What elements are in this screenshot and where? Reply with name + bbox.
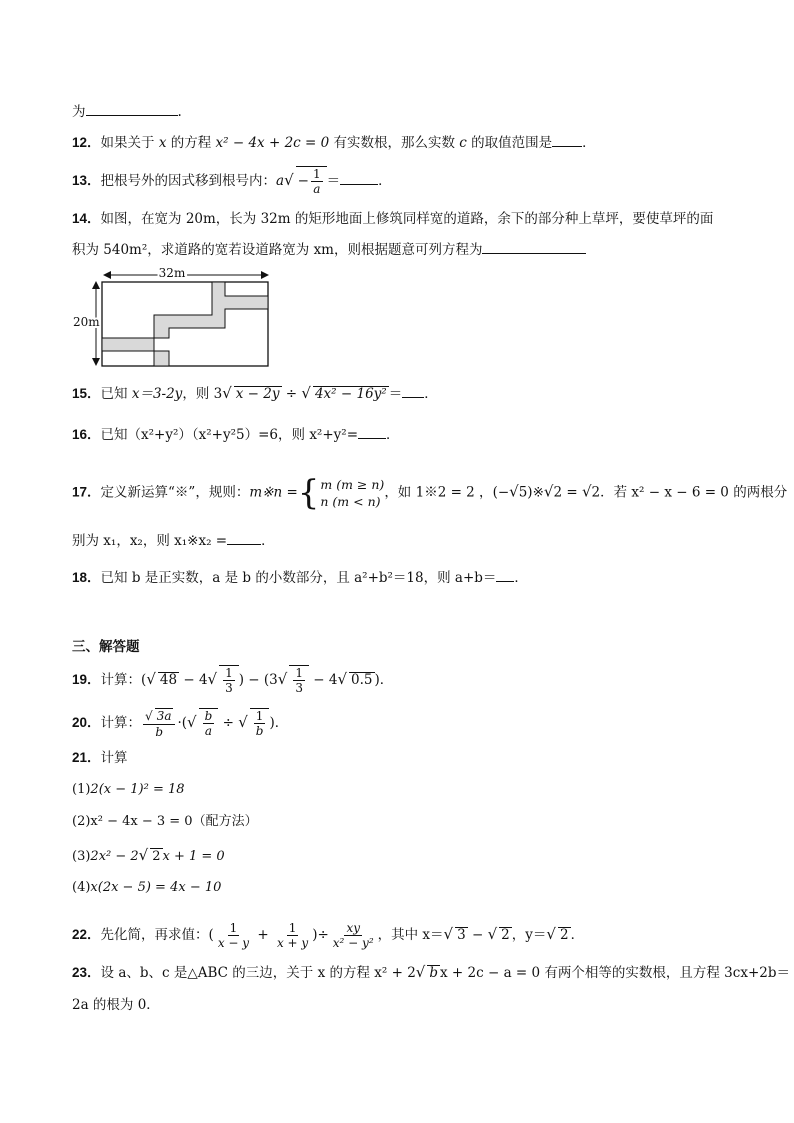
q13-neg: −: [297, 173, 309, 189]
fraction-denominator: x² − y²: [332, 936, 374, 950]
q13-text: 把根号外的因式移到根号内：: [100, 173, 277, 189]
item-radicand: 2: [152, 849, 161, 864]
q15-coef: 3: [213, 386, 223, 402]
q15-eq: ＝: [388, 386, 403, 402]
q23-line1b: x + 2c − a = 0 有两个相等的实数根，且方程 3cx+2b＝: [440, 965, 790, 981]
radical-sign: √: [222, 384, 232, 402]
fraction-denominator: x + y: [276, 936, 309, 950]
q20-op: ÷: [218, 715, 239, 731]
radical-sign: √: [509, 482, 519, 501]
question-13: [72, 166, 392, 196]
radical-sign: √: [284, 171, 294, 189]
q19-m2: ) − (3: [238, 672, 278, 688]
q22-frac-2: [275, 921, 310, 950]
question-16: [72, 424, 400, 446]
question-17-line2: [72, 530, 275, 552]
q22-frac-1: [216, 921, 251, 950]
q20-frac-1b: [254, 709, 266, 738]
question-19: [72, 665, 393, 695]
item-label: (4): [72, 880, 91, 895]
q18-end: ．: [514, 570, 528, 586]
q13-eq: ＝: [326, 173, 341, 189]
q20-frac-b-wrap: [199, 708, 219, 738]
fraction-denominator: 3: [225, 681, 233, 695]
item-expression: 2(x − 1)² = 18: [90, 782, 185, 797]
q20-frac-b: [203, 709, 215, 738]
q17-ex-a: (−: [492, 484, 510, 501]
q23-line1: 设 a、b、c 是△ABC 的三边，关于 x 的方程 x² + 2: [100, 965, 416, 981]
q22-r2a: 2: [501, 927, 510, 943]
question-number: 22．: [72, 927, 101, 942]
question-18: [72, 567, 528, 589]
q12-post: 有实数根，那么实数: [329, 135, 460, 151]
brace-glyph: {: [297, 473, 320, 513]
q17-pre: 定义新运算“※”，规则：: [100, 484, 250, 501]
road-figure: [72, 262, 277, 370]
fraction-numerator: 1: [225, 666, 233, 680]
q22-y: ，y＝: [511, 927, 547, 943]
radical-sign: √: [138, 846, 149, 864]
q22-r3: 3: [457, 927, 466, 943]
q20-frac-1b-wrap: [250, 708, 270, 738]
q13-a: a: [276, 173, 285, 189]
fraction-denominator: x − y: [217, 936, 250, 950]
width-label: 32m: [158, 266, 186, 280]
q19-m1: − 4: [179, 672, 208, 688]
q19-r05: 0.5: [351, 672, 373, 688]
q15-mid: ，则: [182, 386, 214, 402]
q20-text: 计算：: [100, 715, 142, 731]
q17-ex-c: 2: [553, 484, 563, 501]
q23-line2: 2a 的根为 0．: [72, 997, 160, 1013]
q20-end: )．: [269, 715, 289, 731]
q21-item-1: [72, 779, 185, 801]
q20-frac-main: [143, 708, 175, 739]
answer-blank: [86, 101, 178, 116]
q12-var2: c: [459, 135, 467, 151]
fraction-denominator: a: [204, 724, 213, 738]
answer-blank: [482, 239, 586, 254]
q19-end: )．: [374, 672, 394, 688]
question-23-line1: [72, 961, 790, 984]
q19-frac1: [223, 666, 235, 695]
answer-blank: [340, 170, 378, 185]
q17-post: ．若 x² − x − 6 = 0 的两根分: [600, 484, 788, 501]
question-14-line1: [72, 208, 713, 230]
radical-sign: √: [207, 670, 218, 688]
q22-minus: −: [467, 927, 488, 943]
q19-frac1-wrap: [219, 665, 239, 695]
q22-plus: +: [253, 927, 273, 943]
item-label: (1): [72, 782, 91, 797]
fraction-numerator: 1: [288, 921, 297, 935]
q15-op: ÷: [281, 386, 302, 402]
item-label: (3): [72, 849, 91, 864]
section-title: 三、解答题: [72, 639, 140, 654]
radical-sign: √: [187, 713, 197, 731]
question-12: [72, 132, 596, 154]
question-number: 14．: [72, 211, 101, 226]
radical-sign: √: [145, 709, 153, 723]
q15-radicand-2: 4x² − 16y²: [314, 386, 387, 402]
brace-rows: [320, 476, 384, 510]
question-22: [72, 921, 584, 950]
q22-mid: ，其中 x＝: [377, 927, 444, 943]
question-number: 12．: [72, 135, 101, 150]
q21-item-4: [72, 877, 221, 899]
item-expression-pre: 2x² − 2: [90, 849, 139, 864]
fraction-denominator: a: [313, 182, 321, 196]
fraction-denominator: b: [255, 724, 264, 738]
q16-text: 已知（x²+y²）（x²+y²5）=6，则 x²+y²=: [100, 427, 358, 443]
radical-sign: √: [146, 670, 156, 688]
q12-equation: x² − 4x + 2c = 0: [215, 135, 330, 151]
q19-r48: 48: [159, 672, 178, 688]
fraction-numerator: 1: [295, 666, 303, 680]
question-17-line1: [72, 473, 788, 513]
radical-sign: √: [238, 713, 248, 731]
fraction-denominator: 3: [295, 681, 303, 695]
question-23-line2: [72, 994, 160, 1016]
q20-p1: ·(: [177, 715, 188, 731]
question-number: 23．: [72, 965, 101, 980]
q21-item-2: [72, 811, 258, 833]
q13-fraction: [311, 167, 323, 196]
question-number: 16．: [72, 427, 101, 442]
brace-row-1: m (m ≥ n): [320, 477, 385, 492]
q16-end: ．: [386, 427, 400, 443]
q15-end: ．: [424, 386, 438, 402]
q14-line2: 积为 540m²，求道路的宽若设道路宽为 xm，则根据题意可列方程为: [72, 242, 483, 258]
answer-blank: [227, 530, 261, 545]
question-number: 20．: [72, 715, 101, 730]
q17-ex-eq: =: [562, 484, 582, 501]
q12-tail: 的取值范围是: [466, 135, 553, 151]
question-number: 15．: [72, 386, 101, 401]
q14-line1: 如图，在宽为 20m，长为 32m 的矩形地面上修筑同样宽的道路，余下的部分种上草坪，要使草坪的面: [100, 211, 714, 227]
q20-num-wrap: [143, 708, 175, 725]
fraction-numerator: 1: [255, 709, 264, 723]
q17-lhs: m※n =: [249, 484, 298, 501]
q19-frac2-wrap: [289, 665, 309, 695]
question-21: [72, 747, 128, 769]
item-expression: x² − 4x − 3 = 0（配方法）: [90, 814, 258, 829]
q22-frac-3: [331, 921, 376, 950]
question-number: 13．: [72, 173, 101, 188]
q22-end: ．: [570, 927, 585, 943]
q13-radicand: [296, 166, 327, 196]
q17-line2: 别为 x₁，x₂，则 x₁※x₂ =: [72, 533, 228, 549]
q19-m3: − 4: [308, 672, 338, 688]
radical-sign: √: [487, 925, 498, 943]
answer-blank: [358, 424, 386, 439]
q12-var: x: [158, 135, 167, 151]
q17-ex-d: 2: [591, 484, 601, 501]
question-number: 17．: [72, 484, 101, 500]
q15-given: x＝3-2y: [131, 386, 183, 402]
q12-end: ．: [582, 135, 596, 151]
answer-blank: [552, 132, 582, 147]
question-15: [72, 382, 438, 405]
q17-ex-b: 5)※: [518, 484, 544, 501]
fraction-denominator: b: [155, 725, 164, 739]
q12-pre: 如果关于: [100, 135, 159, 151]
answer-blank: [402, 383, 424, 398]
q11-end: .: [177, 104, 182, 120]
radical-sign: √: [337, 670, 348, 688]
q12-mid: 的方程: [166, 135, 216, 151]
fraction-numerator: 3a: [156, 709, 172, 723]
piecewise-brace: [297, 473, 385, 513]
q18-text: 已知 b 是正实数，a 是 b 的小数部分，且 a²+b²＝18，则 a+b＝: [100, 570, 497, 586]
q22-text: 先化简，再求值：(: [100, 927, 214, 943]
answer-blank: [496, 567, 514, 582]
q22-div: )÷: [312, 927, 329, 943]
q19-text: 计算：(: [100, 672, 147, 688]
item-expression-post: x + 1 = 0: [162, 849, 225, 864]
q17-end: ．: [261, 533, 275, 549]
question-number: 21．: [72, 750, 101, 765]
fraction-numerator: 1: [229, 921, 238, 935]
height-label: 20m: [73, 315, 100, 329]
question-20: [72, 708, 288, 739]
radical-sign: √: [301, 384, 311, 402]
radical-sign: √: [443, 925, 454, 943]
brace-row-2: n (m < n): [320, 494, 381, 509]
fraction-numerator: b: [204, 709, 213, 723]
question-14-line2: [72, 239, 586, 261]
item-expression: x(2x − 5) = 4x − 10: [90, 880, 222, 895]
q13-end: ．: [378, 173, 392, 189]
q11-tail: [72, 101, 182, 123]
q15-pre: 已知: [100, 386, 132, 402]
q15-radicand-1: x − 2y: [235, 386, 280, 402]
radical-sign: √: [543, 482, 554, 501]
item-label: (2): [72, 814, 91, 829]
q21-item-3: [72, 844, 225, 868]
q17-mid: ，如 1※2 = 2 ，: [384, 484, 493, 501]
fraction-numerator: xy: [346, 921, 360, 935]
radical-sign: √: [415, 963, 426, 981]
q23-radicand: b: [429, 965, 439, 981]
fraction-numerator: 1: [312, 167, 321, 181]
radical-sign: √: [546, 925, 556, 943]
question-number: 18．: [72, 570, 101, 585]
q11-tail-text: 为: [72, 104, 86, 120]
radical-sign: √: [277, 670, 288, 688]
radical-sign: √: [581, 482, 592, 501]
q21-text: 计算: [100, 750, 128, 766]
q22-r2b: 2: [559, 927, 569, 943]
question-number: 19．: [72, 672, 101, 687]
q19-frac2: [293, 666, 305, 695]
